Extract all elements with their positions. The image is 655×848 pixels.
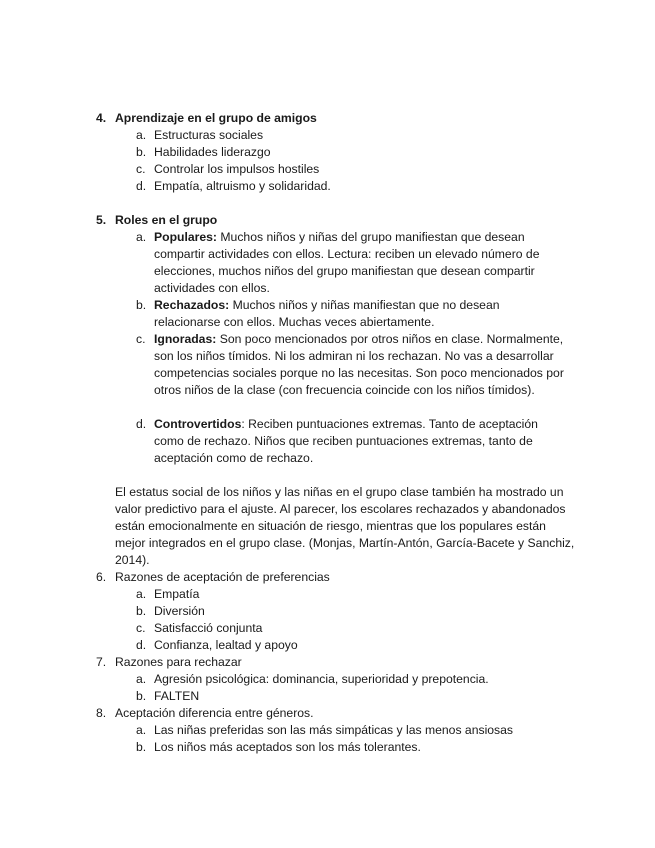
item-text: Agresión psicológica: dominancia, superioridad y prepotencia.: [154, 672, 489, 686]
section-7-heading: [96, 654, 242, 671]
item-term: Controvertidos: [154, 417, 242, 431]
list-item: [136, 161, 568, 178]
list-item: [136, 229, 556, 297]
section-4-heading: [96, 110, 317, 127]
section-number: 8.: [96, 706, 107, 720]
section-number: 6.: [96, 570, 107, 584]
item-letter: a.: [136, 723, 147, 737]
item-letter: c.: [136, 162, 146, 176]
item-letter: d.: [136, 638, 147, 652]
item-text: Estructuras sociales: [154, 128, 264, 142]
section-8-heading: [96, 705, 314, 722]
item-letter: c.: [136, 621, 146, 635]
item-text: Los niños más aceptados son los más tolerantes.: [154, 740, 421, 754]
item-letter: b.: [136, 740, 147, 754]
item-text: Las niñas preferidas son las más simpáticas y las menos ansiosas: [154, 723, 514, 737]
section-title: Roles en el grupo: [115, 213, 218, 227]
list-item: [136, 416, 556, 467]
list-item: [136, 331, 566, 399]
list-item: [136, 739, 568, 756]
item-letter: c.: [136, 332, 146, 346]
item-letter: a.: [136, 587, 147, 601]
item-text: Controlar los impulsos hostiles: [154, 162, 320, 176]
list-item: [136, 637, 568, 654]
item-text: Son poco mencionados por otros niños en clase. Normalmente, son los niños tímidos. Ni los admiran ni los rechazan. No vas a desarrollar competencias sociales porque no las necesitas. Son poco mencionados por otros niños de la clase (con frecuencia coincide con los niños tímidos).: [154, 332, 564, 397]
item-text: Habilidades liderazgo: [154, 145, 271, 159]
item-text: : Reciben puntuaciones extremas. Tanto de aceptación como de rechazo. Niños que reciben puntuaciones extremas, tanto de aceptación como de rechazo.: [154, 417, 538, 465]
item-term: Populares:: [154, 230, 217, 244]
item-letter: b.: [136, 604, 147, 618]
list-item: [136, 722, 568, 739]
section-title: Aceptación diferencia entre géneros.: [115, 706, 314, 720]
list-item: [136, 603, 568, 620]
item-text: Muchos niños y niñas manifiestan que no desean relacionarse con ellos. Muchas veces abiertamente.: [154, 298, 500, 329]
body-paragraph: El estatus social de los niños y las niñas en el grupo clase también ha mostrado un valor predictivo para el ajuste. Al parecer, los escolares rechazados y abandonados están emocionalmente en situación de riesgo, mientras que los populares están mejor integrados en el grupo clase. (Monjas, Martín-Antón, García-Bacete y Sanchiz, 2014).: [115, 485, 575, 567]
section-title: Razones de aceptación de preferencias: [115, 570, 330, 584]
list-item: [136, 178, 568, 195]
item-letter: a.: [136, 128, 147, 142]
list-item: [136, 586, 568, 603]
item-letter: d.: [136, 179, 147, 193]
list-item: [136, 671, 568, 688]
item-term: Ignoradas:: [154, 332, 217, 346]
list-item: [136, 127, 568, 144]
item-text: Satisfacció conjunta: [154, 621, 263, 635]
item-text: Empatía: [154, 587, 200, 601]
section-number: 4.: [96, 111, 107, 125]
item-letter: a.: [136, 672, 147, 686]
section-5-heading: [96, 212, 217, 229]
item-letter: b.: [136, 145, 147, 159]
section-title: Aprendizaje en el grupo de amigos: [115, 111, 317, 125]
item-text: FALTEN: [154, 689, 200, 703]
item-text: Confianza, lealtad y apoyo: [154, 638, 298, 652]
section-6-heading: [96, 569, 330, 586]
section-number: 5.: [96, 213, 107, 227]
list-item: [136, 144, 568, 161]
item-letter: b.: [136, 298, 147, 312]
item-text: Empatía, altruismo y solidaridad.: [154, 179, 331, 193]
section-title: Razones para rechazar: [115, 655, 242, 669]
item-letter: a.: [136, 230, 147, 244]
item-text: Muchos niños y niñas del grupo manifiestan que desean compartir actividades con ellos. Lectura: reciben un elevado número de elecciones, muchos niños del grupo manifiestan que desean compartir actividades con ellos.: [154, 230, 540, 295]
item-term: Rechazados:: [154, 298, 230, 312]
list-item: [136, 688, 568, 705]
section-number: 7.: [96, 655, 107, 669]
list-item: [136, 620, 568, 637]
item-letter: b.: [136, 689, 147, 703]
item-text: Diversión: [154, 604, 205, 618]
item-letter: d.: [136, 417, 147, 431]
list-item: [136, 297, 536, 331]
